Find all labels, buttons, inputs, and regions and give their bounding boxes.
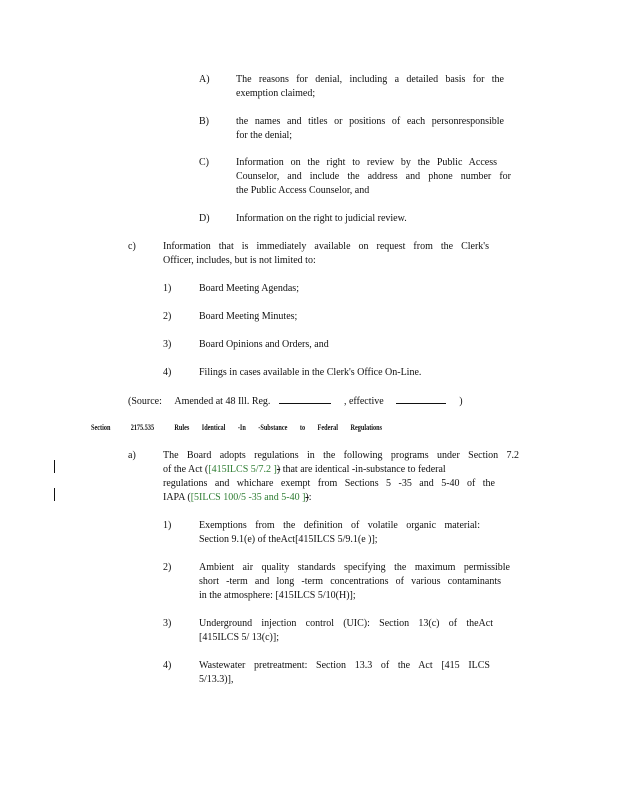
item-a-label: A)	[199, 74, 210, 85]
a-list-4-line2: 5/13.3)],	[199, 674, 234, 685]
a-list-3-line2: [415ILCS 5/ 13(c)];	[199, 632, 279, 643]
item-b-line2: for the denial;	[236, 130, 293, 141]
item-c-line2: Counselor, and include the address and phone number for	[236, 171, 511, 182]
item-c-line3: the Public Access Counselor, and	[236, 185, 370, 196]
a-list-2-line1: Ambient air quality standards specifying the maximum permissible	[199, 562, 510, 573]
item-b-label: B)	[199, 116, 209, 127]
a-list-2-label: 2)	[163, 562, 172, 573]
c-list-1-label: 1)	[163, 283, 172, 294]
c-list-2-text: Board Meeting Minutes;	[199, 311, 298, 322]
a-line2-citation: [415ILCS 5/7.2 ]	[208, 464, 277, 475]
change-bar-2	[54, 488, 55, 501]
item-c-line1: Information on the right to review by the Public Access	[236, 157, 497, 168]
item-d-label: D)	[199, 213, 210, 224]
c-list-3-label: 3)	[163, 339, 172, 350]
section-word: Section	[91, 423, 111, 432]
c-list-3-text: Board Opinions and Orders, and	[199, 339, 329, 350]
source-effective: , effective	[343, 396, 384, 407]
item-c-label: C)	[199, 157, 209, 168]
section-heading	[91, 422, 382, 434]
a-list-1-line2: Section 9.1(e) of theAct[415ILCS 5/9.1(e )];	[199, 534, 378, 545]
a-line4-rest: :	[308, 492, 312, 503]
source-amended: Amended at 48 Ill. Reg.	[174, 396, 271, 407]
a-list-2-line3: in the atmosphere: [415ILCS 5/10(H)];	[199, 590, 356, 601]
item-a-line1: The reasons for denial, including a detailed basis for the	[236, 74, 504, 85]
subsection-a-label: a)	[128, 450, 136, 461]
c-list-4-label: 4)	[163, 367, 172, 378]
section-title: Rules Identical -In -Substance to Federal Regulations	[174, 423, 383, 432]
a-list-2-line2: short -term and long -term concentrations of various contaminants	[199, 576, 501, 587]
a-list-4-line1: Wastewater pretreatment: Section 13.3 of the Act [415 ILCS	[199, 660, 490, 671]
subsection-c-line2: Officer, includes, but is not limited to:	[163, 255, 316, 266]
source-prefix: (Source:	[128, 396, 162, 407]
a-line4-text: IAPA (	[163, 492, 191, 503]
subsection-a-line1: The Board adopts regulations in the following programs under Section 7.2	[163, 450, 519, 461]
a-list-4-label: 4)	[163, 660, 172, 671]
source-note	[128, 394, 463, 409]
a-list-1-label: 1)	[163, 520, 172, 531]
a-list-1-line1: Exemptions from the definition of volatile organic material:	[199, 520, 480, 531]
item-b-line1: the names and titles or positions of each personresponsible	[236, 116, 504, 127]
c-list-2-label: 2)	[163, 311, 172, 322]
a-list-3-label: 3)	[163, 618, 172, 629]
a-line4-struck: )	[305, 492, 309, 503]
subsection-c-line1: Information that is immediately available on request from the Clerk's	[163, 241, 489, 252]
item-a-line2: exemption claimed;	[236, 88, 316, 99]
subsection-a-line4	[163, 491, 312, 505]
a-line2-rest: that are identical -in-substance to federal	[280, 464, 446, 475]
a-line2-text: of the Act (	[163, 464, 209, 475]
a-list-3-line1: Underground injection control (UIC): Section 13(c) of theAct	[199, 618, 493, 629]
a-line2-struck: )	[276, 464, 281, 475]
subsection-a-line2	[163, 463, 495, 477]
register-blank	[279, 394, 331, 404]
c-list-1-text: Board Meeting Agendas;	[199, 283, 299, 294]
source-close: )	[459, 396, 463, 407]
subsection-a-line3: regulations and whichare exempt from Sections 5 -35 and 5-40 of the	[163, 478, 495, 489]
section-number: 2175.535	[130, 423, 155, 432]
item-d-line1: Information on the right to judicial review.	[236, 213, 407, 224]
subsection-c-label: c)	[128, 241, 136, 252]
a-line4-citation: [5ILCS 100/5 -35 and 5-40 ]	[190, 492, 306, 503]
effective-blank	[396, 394, 446, 404]
change-bar-1	[54, 460, 55, 473]
c-list-4-text: Filings in cases available in the Clerk's Office On-Line.	[199, 367, 422, 378]
